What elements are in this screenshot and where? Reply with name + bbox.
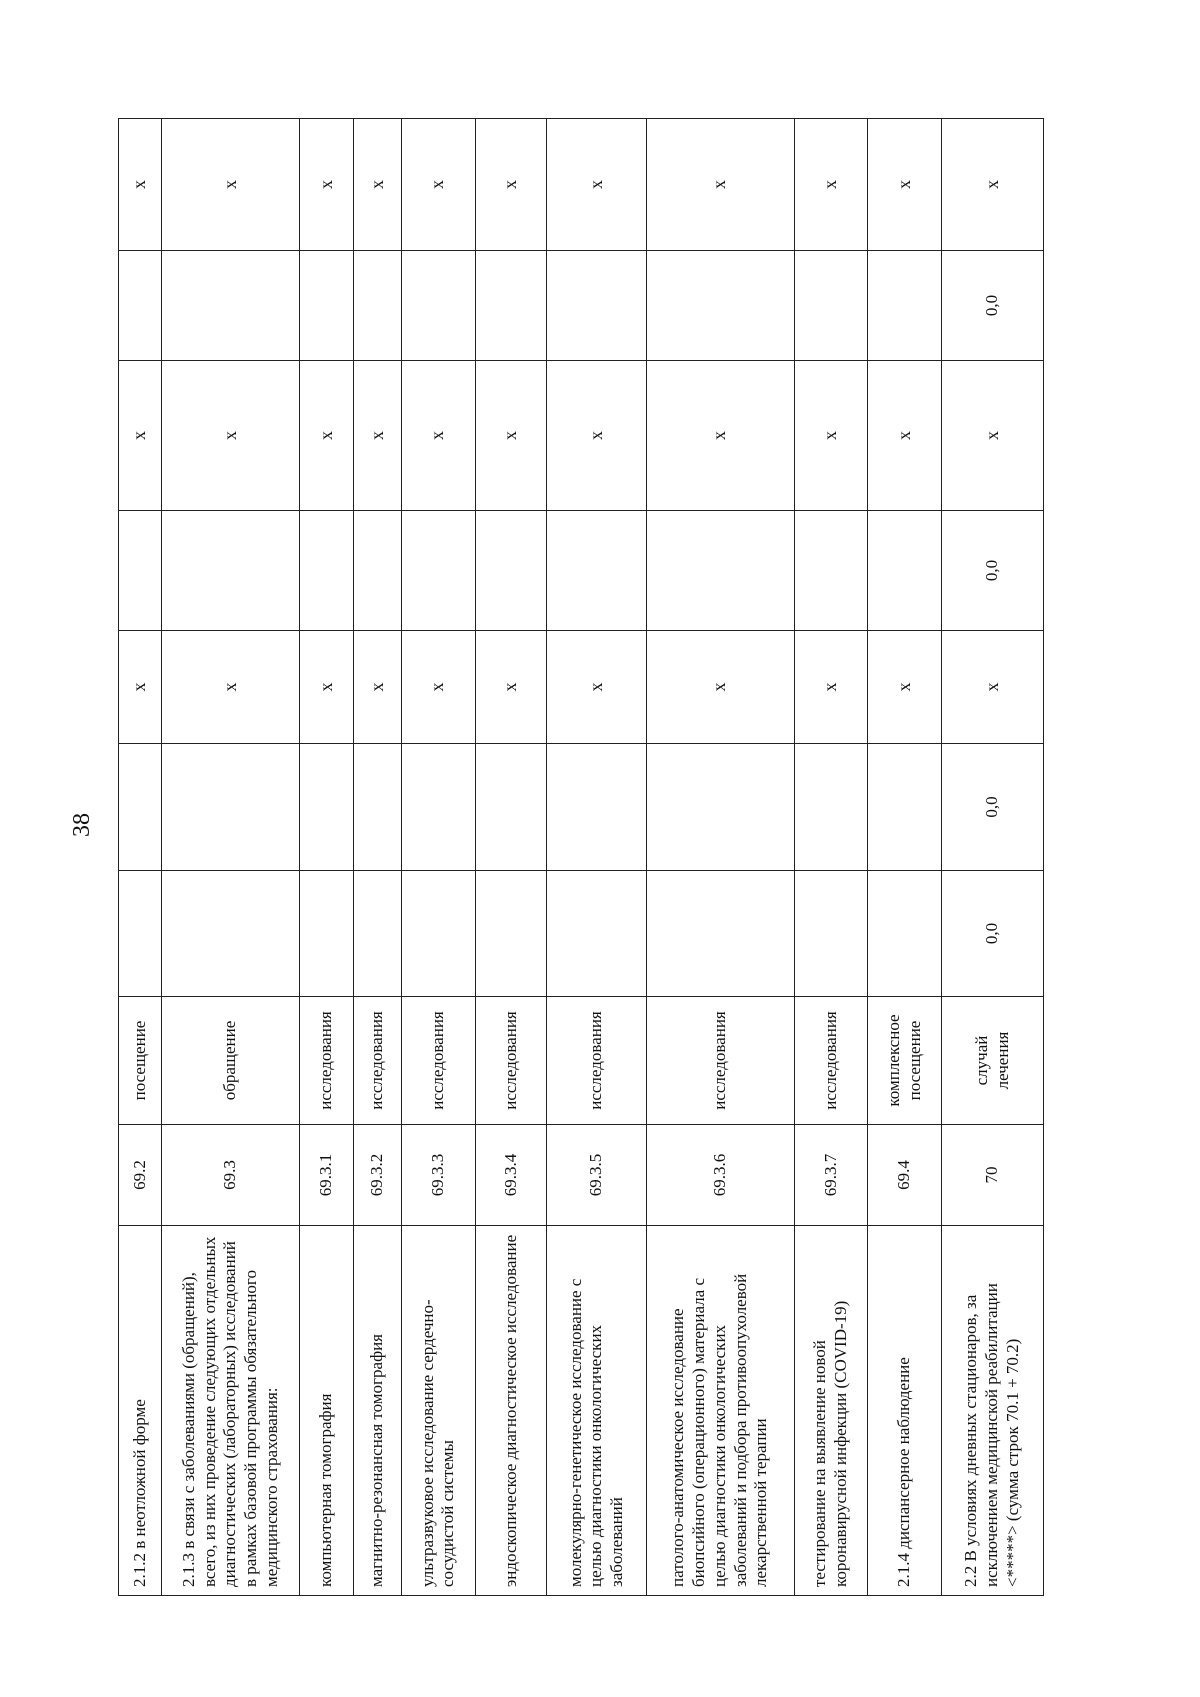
value-col-6 (547, 251, 647, 361)
value-col-2 (119, 744, 162, 871)
mark-col-7: х (547, 119, 647, 251)
row-name: магнитно-резонансная томография (354, 1226, 402, 1596)
row-name: 2.1.3 в связи с заболеваниями (обращений), всего, из них проведение следующих отдельных диагностических (лабораторных) исследований в рамках базовой программы обязательного медицинского страхования: (162, 1226, 300, 1596)
value-col-4 (547, 511, 647, 631)
mark-col-7: х (354, 119, 402, 251)
value-col-6: 0,0 (942, 251, 1044, 361)
row-number: 70 (942, 1125, 1044, 1226)
rotated-table-wrapper (118, 119, 1044, 1596)
value-col-2 (300, 744, 354, 871)
table-row (868, 119, 942, 1596)
value-col-6 (402, 251, 476, 361)
value-col-1 (547, 871, 647, 997)
value-col-4 (354, 511, 402, 631)
unit-of-measure: комплексное посещение (868, 997, 942, 1125)
mark-col-3: х (402, 631, 476, 744)
value-col-4 (647, 511, 794, 631)
row-number: 69.3.6 (647, 1125, 794, 1226)
row-number: 69.3 (162, 1125, 300, 1226)
value-col-2 (868, 744, 942, 871)
value-col-1 (794, 871, 868, 997)
row-name: 2.1.2 в неотложной форме (119, 1226, 162, 1596)
value-col-1 (475, 871, 547, 997)
table-row (402, 119, 476, 1596)
unit-of-measure: посещение (119, 997, 162, 1125)
value-col-2 (354, 744, 402, 871)
unit-of-measure: исследования (300, 997, 354, 1125)
value-col-4 (794, 511, 868, 631)
value-col-1 (354, 871, 402, 997)
row-name: тестирование на выявление новой коронавирусной инфекции (COVID-19) (794, 1226, 868, 1596)
value-col-6 (300, 251, 354, 361)
value-col-4 (475, 511, 547, 631)
mark-col-3: х (119, 631, 162, 744)
value-col-2 (402, 744, 476, 871)
mark-col-3: х (647, 631, 794, 744)
mark-col-5: х (475, 361, 547, 511)
row-number: 69.3.4 (475, 1125, 547, 1226)
row-number: 69.4 (868, 1125, 942, 1226)
mark-col-5: х (547, 361, 647, 511)
value-col-4 (402, 511, 476, 631)
row-number: 69.3.3 (402, 1125, 476, 1226)
table-row (547, 119, 647, 1596)
row-number: 69.2 (119, 1125, 162, 1226)
table-row (794, 119, 868, 1596)
value-col-4: 0,0 (942, 511, 1044, 631)
unit-of-measure: исследования (402, 997, 476, 1125)
mark-col-3: х (162, 631, 300, 744)
mark-col-7: х (119, 119, 162, 251)
mark-col-3: х (868, 631, 942, 744)
value-col-2 (547, 744, 647, 871)
mark-col-3: х (942, 631, 1044, 744)
row-number: 69.3.5 (547, 1125, 647, 1226)
value-col-6 (868, 251, 942, 361)
mark-col-3: х (794, 631, 868, 744)
value-col-1: 0,0 (942, 871, 1044, 997)
mark-col-3: х (354, 631, 402, 744)
value-col-2 (162, 744, 300, 871)
row-name: компьютерная томография (300, 1226, 354, 1596)
table-row (119, 119, 162, 1596)
row-name: ультразвуковое исследование сердечно-сосудистой системы (402, 1226, 476, 1596)
value-col-2: 0,0 (942, 744, 1044, 871)
mark-col-7: х (868, 119, 942, 251)
row-name: 2.2 В условиях дневных стационаров, за исключением медицинской реабилитации <*****> (сумма строк 70.1 + 70.2) (942, 1226, 1044, 1596)
data-table (118, 118, 1044, 1596)
value-col-1 (868, 871, 942, 997)
value-col-2 (475, 744, 547, 871)
value-col-4 (162, 511, 300, 631)
mark-col-5: х (647, 361, 794, 511)
table-row (162, 119, 300, 1596)
value-col-6 (119, 251, 162, 361)
page-number: 38 (69, 813, 95, 837)
value-col-4 (300, 511, 354, 631)
unit-of-measure: исследования (475, 997, 547, 1125)
mark-col-3: х (547, 631, 647, 744)
value-col-6 (794, 251, 868, 361)
unit-of-measure: случай лечения (942, 997, 1044, 1125)
table-row (647, 119, 794, 1596)
table-row (300, 119, 354, 1596)
mark-col-5: х (162, 361, 300, 511)
table-row (942, 119, 1044, 1596)
value-col-1 (300, 871, 354, 997)
unit-of-measure: исследования (647, 997, 794, 1125)
value-col-1 (162, 871, 300, 997)
value-col-4 (868, 511, 942, 631)
value-col-6 (354, 251, 402, 361)
unit-of-measure: обращение (162, 997, 300, 1125)
row-number: 69.3.1 (300, 1125, 354, 1226)
table-body (119, 119, 1044, 1596)
mark-col-5: х (942, 361, 1044, 511)
mark-col-5: х (794, 361, 868, 511)
value-col-6 (162, 251, 300, 361)
mark-col-7: х (475, 119, 547, 251)
mark-col-7: х (942, 119, 1044, 251)
table-row (354, 119, 402, 1596)
row-name: 2.1.4 диспансерное наблюдение (868, 1226, 942, 1596)
value-col-4 (119, 511, 162, 631)
row-number: 69.3.7 (794, 1125, 868, 1226)
mark-col-7: х (647, 119, 794, 251)
row-name: молекулярно-генетическое исследование с целью диагностики онкологических заболеваний (547, 1226, 647, 1596)
row-name: эндоскопическое диагностическое исследование (475, 1226, 547, 1596)
value-col-2 (794, 744, 868, 871)
value-col-6 (647, 251, 794, 361)
mark-col-7: х (794, 119, 868, 251)
row-number: 69.3.2 (354, 1125, 402, 1226)
table-row (475, 119, 547, 1596)
mark-col-7: х (162, 119, 300, 251)
unit-of-measure: исследования (794, 997, 868, 1125)
unit-of-measure: исследования (547, 997, 647, 1125)
mark-col-5: х (402, 361, 476, 511)
row-name: патолого-анатомическое исследование биопсийного (операционного) материала с целью диагностики онкологических заболеваний и подбора противоопухолевой лекарственной терапии (647, 1226, 794, 1596)
mark-col-7: х (300, 119, 354, 251)
mark-col-5: х (354, 361, 402, 511)
mark-col-5: х (300, 361, 354, 511)
value-col-1 (119, 871, 162, 997)
value-col-2 (647, 744, 794, 871)
mark-col-5: х (868, 361, 942, 511)
value-col-1 (647, 871, 794, 997)
mark-col-5: х (119, 361, 162, 511)
mark-col-3: х (300, 631, 354, 744)
mark-col-3: х (475, 631, 547, 744)
unit-of-measure: исследования (354, 997, 402, 1125)
mark-col-7: х (402, 119, 476, 251)
value-col-6 (475, 251, 547, 361)
value-col-1 (402, 871, 476, 997)
